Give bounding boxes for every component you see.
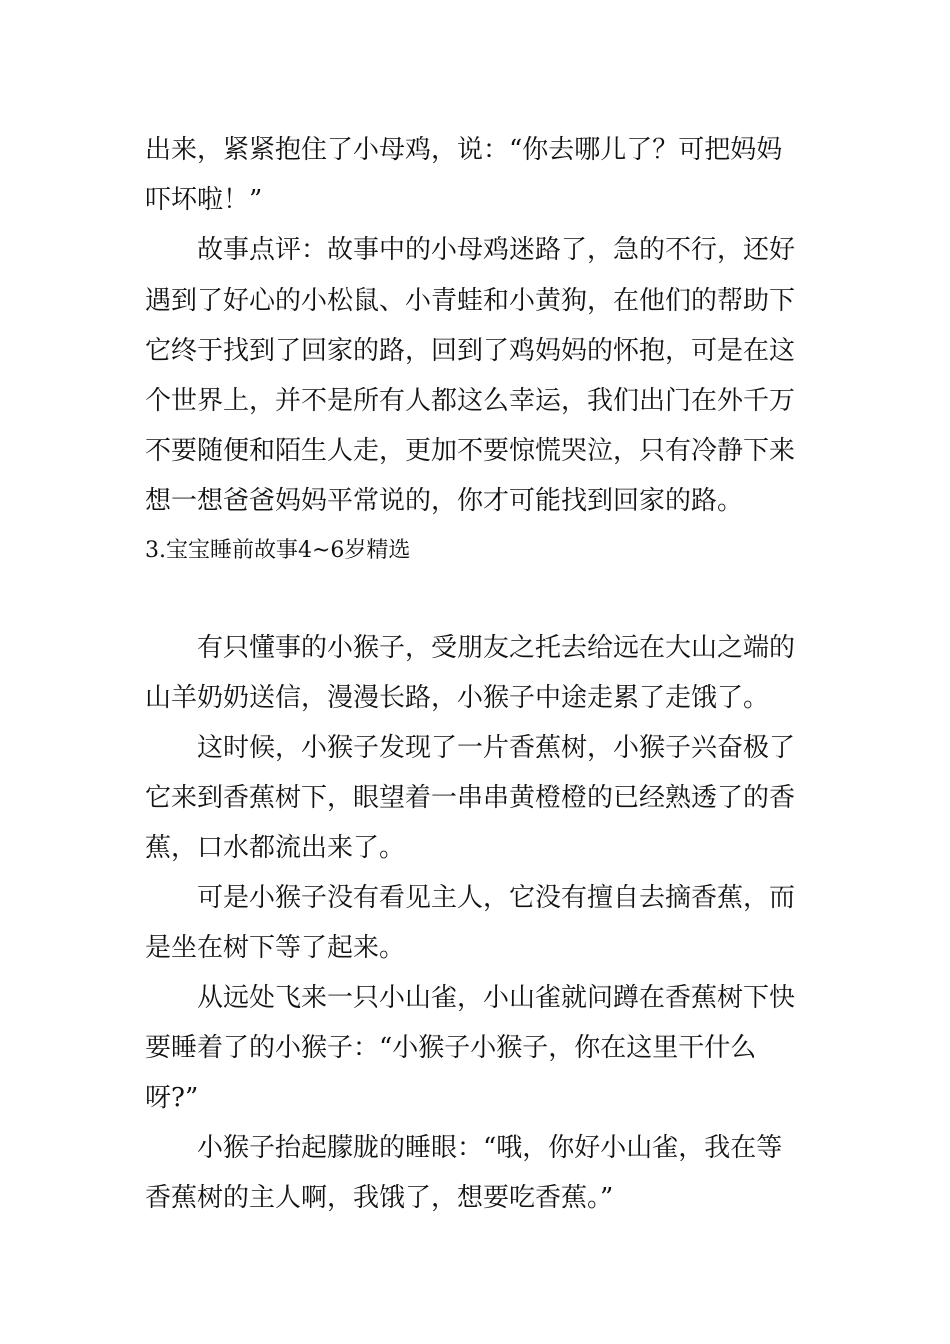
paragraph-6-line-1: 从远处飞来一只小山雀，小山雀就问蹲在香蕉树下快: [197, 983, 796, 1013]
paragraph-6-line-3: 呀?”: [145, 1083, 199, 1113]
paragraph-2-line-5: 不要随便和陌生人走，更加不要惊慌哭泣，只有冷静下来: [145, 436, 796, 466]
paragraph-5-line-2: 是坐在树下等了起来。: [145, 933, 406, 963]
paragraph-7-line-1: 小猴子抬起朦胧的睡眼：“哦，你好小山雀，我在等: [197, 1133, 783, 1163]
paragraph-3-line-1: 有只懂事的小猴子，受朋友之托去给远在大山之端的: [197, 633, 796, 663]
paragraph-2-line-2: 遇到了好心的小松鼠、小青蛙和小黄狗，在他们的帮助下: [145, 286, 796, 316]
paragraph-6-line-2: 要睡着了的小猴子：“小猴子小猴子，你在这里干什么: [145, 1033, 757, 1063]
section-heading: 3.宝宝睡前故事4~6岁精选: [145, 538, 411, 563]
paragraph-2-line-6: 想一想爸爸妈妈平常说的，你才可能找到回家的路。: [145, 486, 744, 516]
paragraph-2-line-1: 故事点评：故事中的小母鸡迷路了，急的不行，还好: [197, 235, 796, 265]
paragraph-1-line-2: 吓坏啦！”: [145, 185, 263, 215]
paragraph-4-line-1: 这时候，小猴子发现了一片香蕉树，小猴子兴奋极了: [197, 733, 796, 763]
paragraph-4-line-2: 它来到香蕉树下，眼望着一串串黄橙橙的已经熟透了的香: [145, 783, 796, 813]
paragraph-4-line-3: 蕉，口水都流出来了。: [145, 833, 406, 863]
paragraph-2-line-4: 个世界上，并不是所有人都这么幸运，我们出门在外千万: [145, 386, 796, 416]
paragraph-2-line-3: 它终于找到了回家的路，回到了鸡妈妈的怀抱，可是在这: [145, 336, 796, 366]
paragraph-7-line-2: 香蕉树的主人啊，我饿了，想要吃香蕉。”: [145, 1183, 614, 1213]
paragraph-1-line-1: 出来，紧紧抱住了小母鸡，说：“你去哪儿了？可把妈妈: [145, 135, 783, 165]
paragraph-3-line-2: 山羊奶奶送信，漫漫长路，小猴子中途走累了走饿了。: [145, 683, 770, 713]
paragraph-5-line-1: 可是小猴子没有看见主人，它没有擅自去摘香蕉，而: [197, 883, 796, 913]
